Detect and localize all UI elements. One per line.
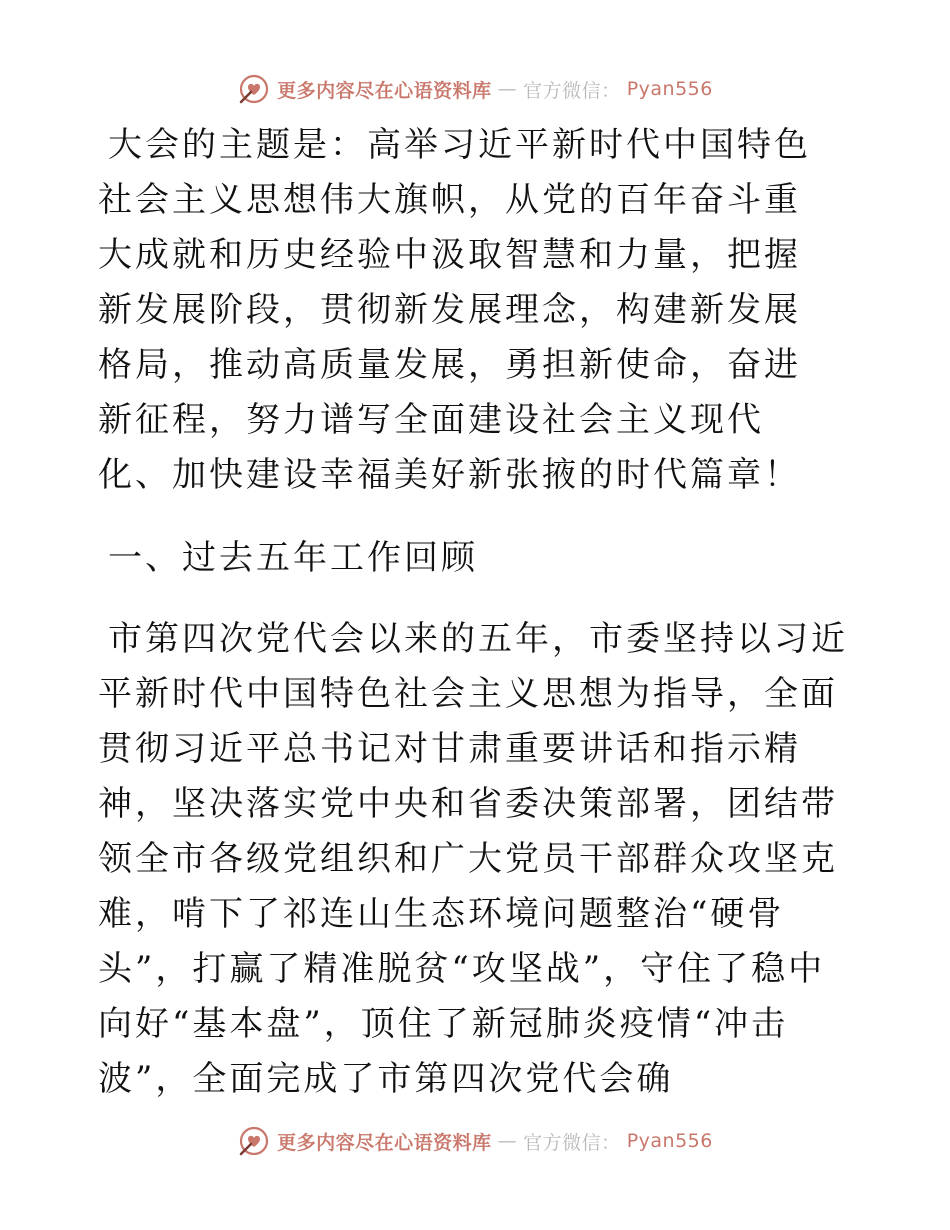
paragraph-review: 市第四次党代会以来的五年，市委坚持以习近平新时代中国特色社会主义思想为指导，全面贯彻习近平总书记对甘肃重要讲话和指示精神，坚决落实党中央和省委决策部署，团结带领全市各级党组织和广大党员干部群众攻坚克难，啃下了祁连山生态环境问题整治“硬骨头”，打赢了精准脱贫“攻坚战”，守住了稳中向好“基本盘”，顶住了新冠肺炎疫情“冲击波”，全面完成了市第四次党代会确 bbox=[98, 619, 848, 1099]
heart-pen-logo-icon bbox=[237, 72, 271, 106]
paragraph-theme: 大会的主题是：高举习近平新时代中国特色社会主义思想伟大旗帜，从党的百年奋斗重大成就和历史经验中汲取智慧和力量，把握新发展阶段，贯彻新发展理念，构建新发展格局，推动高质量发展，勇担新使命，奋进新征程，努力谱写全面建设社会主义现代化、加快建设幸福美好新张掖的时代篇章！ bbox=[98, 125, 811, 495]
watermark-wechat-label: 官方微信： bbox=[523, 79, 621, 102]
watermark-main-text: 更多内容尽在心语资料库 bbox=[277, 79, 492, 102]
watermark-dash: — bbox=[497, 1130, 518, 1152]
footer-watermark bbox=[0, 1124, 950, 1158]
watermark-wechat-id: Pyan556 bbox=[626, 78, 713, 100]
watermark-wechat-label: 官方微信： bbox=[523, 1131, 621, 1154]
watermark-dash: — bbox=[497, 78, 518, 100]
section-heading: 一、过去五年工作回顾 bbox=[108, 538, 478, 578]
watermark-wechat-id: Pyan556 bbox=[626, 1130, 713, 1152]
watermark-main-text: 更多内容尽在心语资料库 bbox=[277, 1131, 492, 1154]
header-watermark bbox=[0, 72, 950, 106]
document-body bbox=[98, 118, 858, 1107]
heart-pen-logo-icon bbox=[237, 1124, 271, 1158]
